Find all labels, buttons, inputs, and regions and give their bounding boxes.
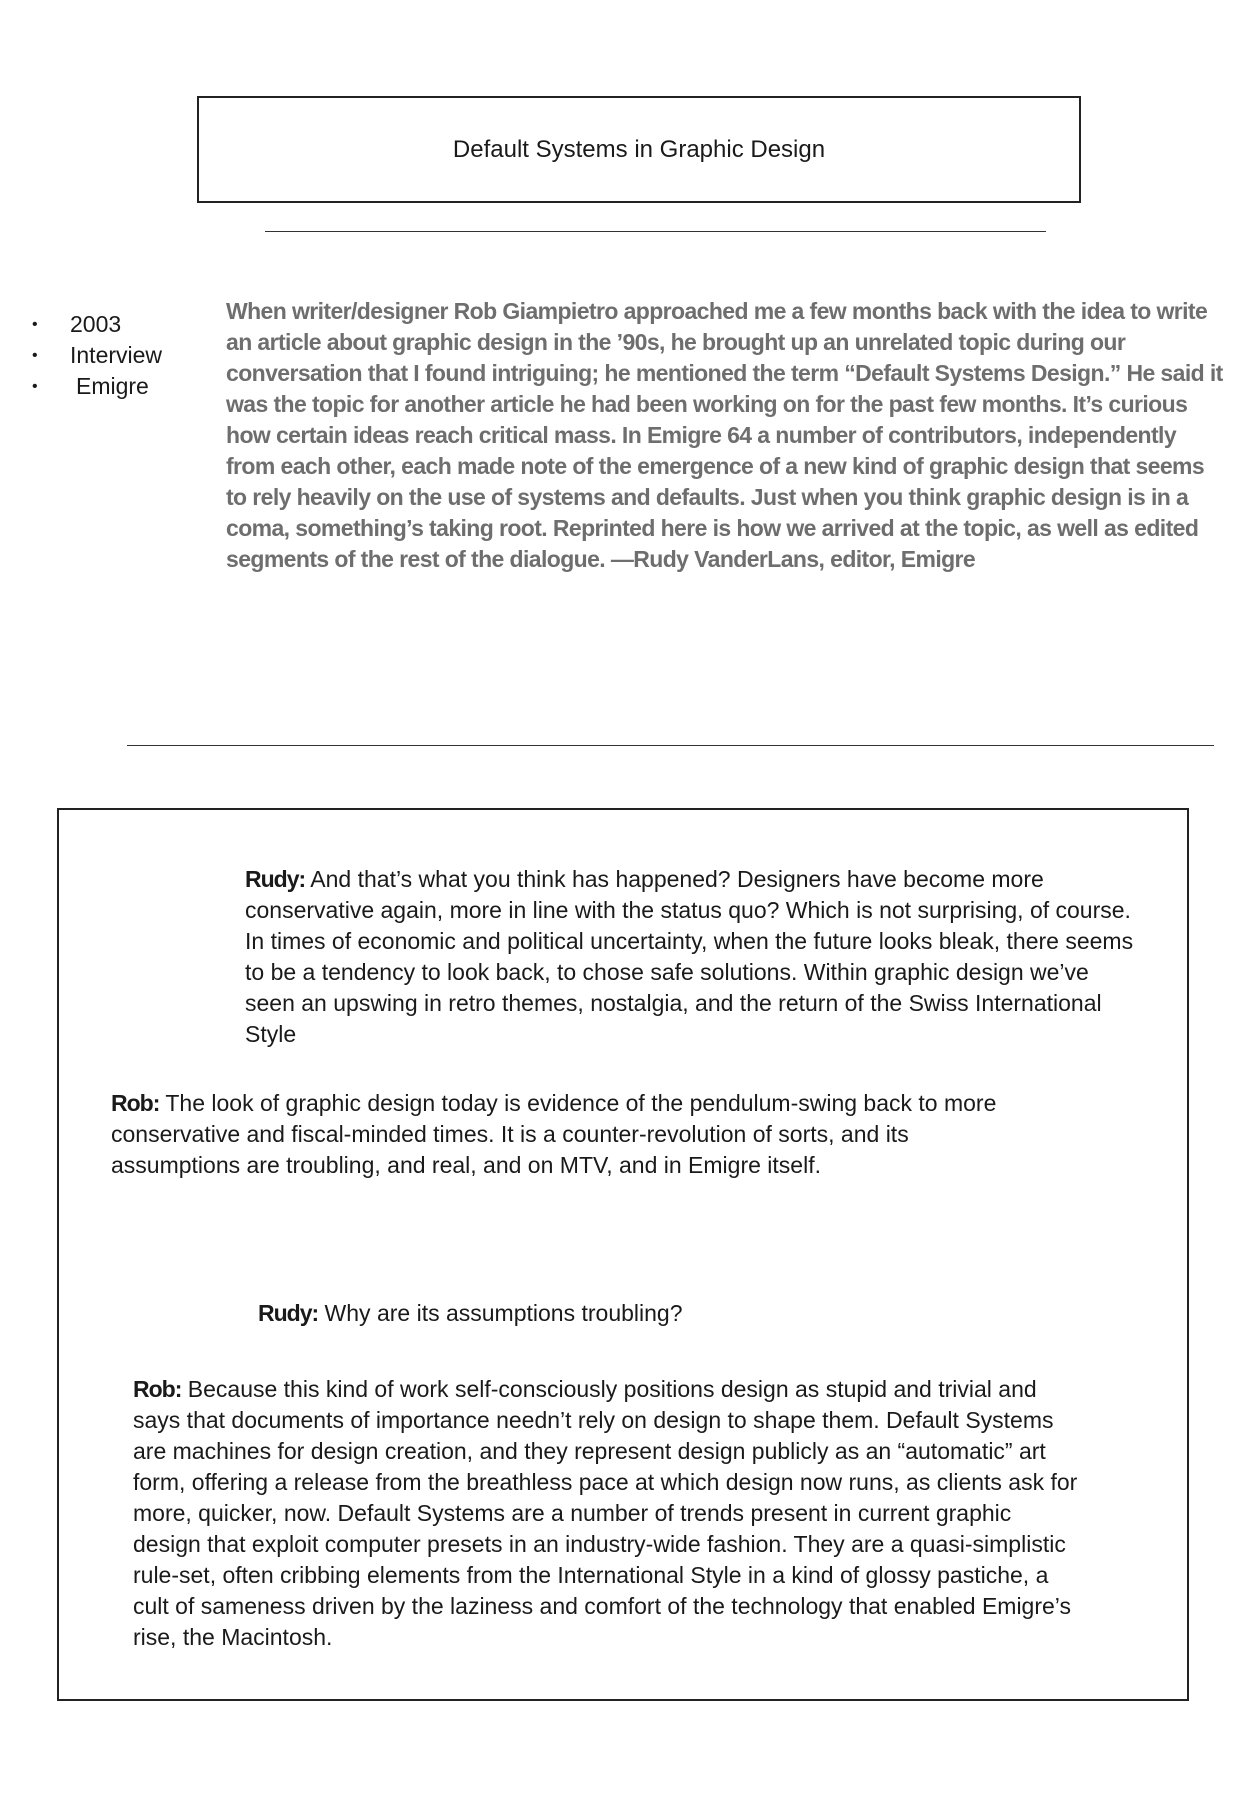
dialogue-text: Why are its assumptions troubling?: [318, 1300, 683, 1326]
dialogue-text: And that’s what you think has happened? Designers have become more conservative again, more in line with the status quo? Which is not surprising, of course. In times of economic and political uncertainty, when the future looks bleak, there seems to be a tendency to look back, to chose safe solutions. Within graphic design we’ve seen an upswing in retro themes, nostalgia, and the return of the Swiss International Style: [245, 866, 1134, 1047]
title-box: [197, 96, 1081, 203]
meta-item-publication: • Emigre: [28, 371, 162, 402]
dialogue-turn-rob-2: [133, 1374, 1083, 1653]
intro-paragraph: When writer/designer Rob Giampietro approached me a few months back with the idea to write an article about graphic design in the ’90s, he brought up an unrelated topic during our conversation that I found intriguing; he mentioned the term “Default Systems Design.” He said it was the topic for another article he had been working on for the past few months. It’s curious how certain ideas reach critical mass. In Emigre 64 a number of contributors, independently from each other, each made note of the emergence of a new kind of graphic design that seems to rely heavily on the use of systems and defaults. Just when you think graphic design is in a coma, something’s taking root. Reprinted here is how we arrived at the topic, as well as edited segments of the rest of the dialogue. —Rudy VanderLans, editor, Emigre: [226, 298, 1223, 572]
meta-item-type: • Interview: [28, 340, 162, 371]
dialogue-turn-rudy-2: [258, 1298, 958, 1329]
speaker-label: Rudy:: [258, 1300, 319, 1326]
meta-list: [28, 309, 162, 402]
meta-item-year: • 2003: [28, 309, 162, 340]
divider-middle: [127, 745, 1214, 746]
speaker-label: Rob:: [111, 1090, 160, 1116]
dialogue-text: The look of graphic design today is evidence of the pendulum-swing back to more conservative and fiscal-minded times. It is a counter-revolution of sorts, and its assumptions are troubling, and real, and on MTV, and in Emigre itself.: [111, 1090, 997, 1178]
speaker-label: Rob:: [133, 1376, 182, 1402]
page-title: Default Systems in Graphic Design: [452, 135, 826, 163]
speaker-label: Rudy:: [245, 866, 306, 892]
dialogue-text: Because this kind of work self-consciously positions design as stupid and trivial and says that documents of importance needn’t rely on design to shape them. Default Systems are machines for design creation, and they represent design publicly as an “automatic” art form, offering a release from the breathless pace at which design now runs, as clients ask for more, quicker, now. Default Systems are a number of trends present in current graphic design that exploit computer presets in an industry-wide fashion. They are a quasi-simplistic rule-set, often cribbing elements from the International Style in a kind of glossy pastiche, a cult of sameness driven by the laziness and comfort of the technology that enabled Emigre’s rise, the Macintosh.: [133, 1376, 1078, 1650]
divider-top: [265, 231, 1046, 232]
dialogue-turn-rob-1: [111, 1088, 1041, 1181]
dialogue-turn-rudy-1: [245, 864, 1145, 1050]
